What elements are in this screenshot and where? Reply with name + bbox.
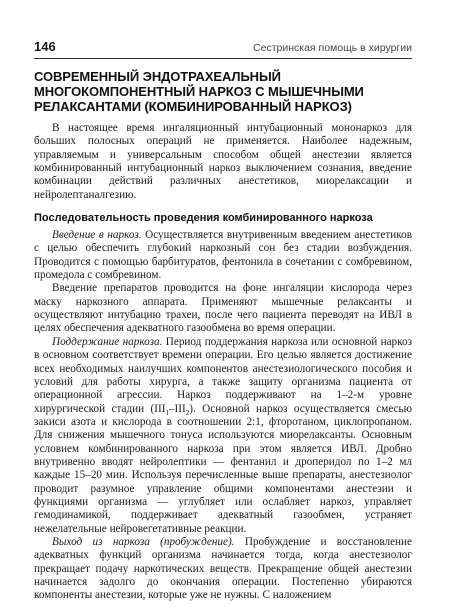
lead-induction: Введение в наркоз. [52,229,142,242]
paragraph-maintenance-text-c: ). Основной наркоз осуществляется смесью закиси азота и кислорода в соотношении 2:1, фторотаном, циклопропаном. Для снижения мышечного тонуса используются миорелаксанты. Основным условием комбинированного наркоза при этом является ИВЛ. Дробно внутривенно вводят нейролептики — фентанил и дроперидол по 1–2 мл каждые 15–20 мин. Используя перечисленные выше препараты, анестезиолог проводит разумное управление общими компонентами анестезии и функциями организма — углубляет или ослабляет наркоз, управляет гемодинамикой, поддерживает адекватный газообмен, устраняет нежелательные нейровегетативные реакции. [34,402,412,535]
paragraph-maintenance-text-a: Период поддержания наркоза или основной наркоз в основном соответствует времени операции. Его целью является достижение всех необходимых наилучших компонентов анестезиологического пособия и условий для работы хирурга, а также защиту организма пациента от операционной агрессии. Наркоз поддерживают на 1–2-м уровне хирургической стадии (III [34,335,413,415]
paragraph-induction-text: Осуществляется внутривенным введением анестетиков с целью обеспечить глубокий наркозный сон без стадии возбуждения. Проводится с помощью барбитуратов, фентонила в сочетании с сомбревином, промедола с сомбревином. [34,229,412,282]
intro-paragraph: В настоящее время ингаляционный интубационный мононаркоз для больших полосных операций не применяется. Наиболее надежным, управляемым и универсальным способом общей анестезии является комбинированный интубационный наркоз выключением сознания, введение комбинации действий различных анестетиков, миорелаксации и нейролептаналгезию. [34,122,412,201]
subscript-2: 2 [185,408,190,417]
paragraph-oxygen: Введение препаратов проводится на фоне ингаляции кислорода через маску наркозного аппарата. Применяют мышечные релаксанты и осуществляют интубацию трахеи, после чего пациента переводят на ИВЛ в целях обеспечения адекватного газообмена во время операции. [34,282,412,335]
paragraph-emergence [34,536,412,603]
running-header [34,0,412,59]
running-title: Сестринская помощь в хирургии [253,42,412,54]
subsection-title: Последовательность проведения комбинированного наркоза [34,212,373,225]
page-number: 146 [34,39,56,54]
paragraph-emergence-text: Пробуждение и восстановление адекватных функций организма начинается тогда, когда анестезиолог прекращает подачу наркотических веществ. Прекращение общей анестезии начинается задолго до окончания операции. Постепенно убираются компоненты анестезии, которые уже не нужны. С наложением [34,535,412,602]
subscript-1: 1 [165,408,169,417]
lead-emergence: Выход из наркоза (пробуждение). [52,535,235,548]
lead-maintenance: Поддержание наркоза. [52,335,163,348]
paragraph-induction [34,229,412,282]
paragraph-maintenance-text-b: –III [168,402,186,415]
section-title: СОВРЕМЕННЫЙ ЭНДОТРАХЕАЛЬНЫЙ МНОГОКОМПОНЕНТНЫЙ НАРКОЗ С МЫШЕЧНЫМИ РЕЛАКСАНТАМИ (КОМБИНИРОВАННЫЙ НАРКОЗ) [34,69,364,114]
paragraph-maintenance [34,336,412,536]
